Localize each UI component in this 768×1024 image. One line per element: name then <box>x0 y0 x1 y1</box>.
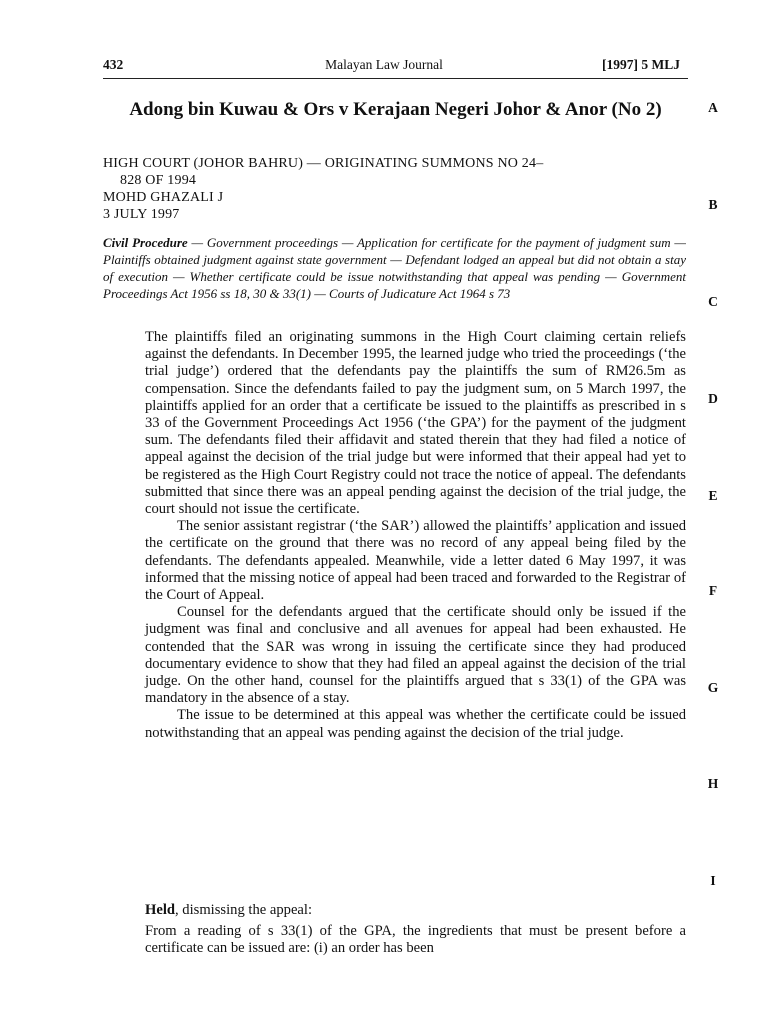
summary-paragraph-4: The issue to be determined at this appeal was whether the certificate could be issued notwithstanding that an appeal was pending against the decision of the trial judge. <box>145 707 686 741</box>
journal-citation: [1997] 5 MLJ <box>602 57 680 72</box>
held-suffix: , dismissing the appeal: <box>175 902 313 918</box>
margin-letter-e: E <box>708 488 718 503</box>
margin-letter-f: F <box>708 583 718 598</box>
held-label: Held <box>145 902 175 918</box>
page-number: 432 <box>103 57 124 72</box>
summary-paragraph-1: The plaintiffs filed an originating summons in the High Court claiming certain reliefs against the defendants. In December 1995, the learned judge who tried the proceedings (‘the trial judge’) ordered that the defendants pay the plaintiffs the sum of RM26.5m as compensation. Since the defendants failed to pay the judgment sum, on 5 March 1997, the plaintiffs applied for an order that a certificate be issued to the plaintiffs as prescribed in s 33 of the Government Proceedings Act 1956 (‘the GPA’) for the payment of the judgment sum. The defendants filed their affidavit and stated therein that they had filed a notice of appeal against the decision of the trial judge but were informed that their appeal had yet to be registered as the High Court Registry could not trace the notice of appeal. The defendants submitted that since there was an appeal pending against the decision of the trial judge, the court should not issue the certificate. <box>145 329 686 518</box>
journal-name: Malayan Law Journal <box>325 57 443 72</box>
judge-name: MOHD GHAZALI J <box>103 190 224 205</box>
margin-letter-b: B <box>708 197 718 212</box>
judgment-date: 3 JULY 1997 <box>103 207 180 222</box>
held-paragraph: From a reading of s 33(1) of the GPA, the ingredients that must be present before a certificate can be issued are: (i) an order has been <box>145 923 686 957</box>
margin-letter-h: H <box>707 776 719 791</box>
held-heading <box>145 902 686 919</box>
summary-paragraph-2: The senior assistant registrar (‘the SAR’) allowed the plaintiffs’ application and issued the certificate on the ground that there was no record of any appeal being filed by the defendants. The defendants appealed. Meanwhile, vide a letter dated 6 May 1997, it was informed that the missing notice of appeal had been traced and forwarded to the Registrar of the Court of Appeal. <box>145 518 686 604</box>
margin-letter-d: D <box>708 391 718 406</box>
court-line: HIGH COURT (JOHOR BAHRU) — ORIGINATING SUMMONS NO 24– <box>103 156 544 171</box>
summary-paragraph-3: Counsel for the defendants argued that the certificate should only be issued if the judgment was final and conclusive and all avenues for appeal had been exhausted. He contended that the SAR was wrong in issuing the certificate since they had produced documentary evidence to show that they had filed an appeal against the decision of the trial judge. On the other hand, counsel for the plaintiffs argued that s 33(1) of the GPA was mandatory in the absence of a stay. <box>145 604 686 707</box>
catchwords-text: — Government proceedings — Application for certificate for the payment of judgment sum — Plaintiffs obtained judgment against state government — Defendant lodged an appeal but did not obtain a stay of execution — Whether certificate could be issue notwithstanding that appeal was pending — Government Proceedings Act 1956 ss 18, 30 & 33(1) — Courts of Judicature Act 1964 s 73 <box>103 235 686 301</box>
catchwords-subject: Civil Procedure <box>103 235 188 250</box>
margin-letter-c: C <box>708 294 718 309</box>
margin-letter-a: A <box>708 100 718 115</box>
margin-letter-i: I <box>710 873 716 888</box>
case-title: Adong bin Kuwau & Ors v Kerajaan Negeri Johor & Anor (No 2) <box>129 99 662 120</box>
catchwords <box>103 234 686 302</box>
margin-letter-g: G <box>707 680 719 695</box>
header-rule <box>103 78 688 79</box>
court-line-continued: 828 OF 1994 <box>120 173 197 188</box>
case-summary <box>145 329 686 742</box>
